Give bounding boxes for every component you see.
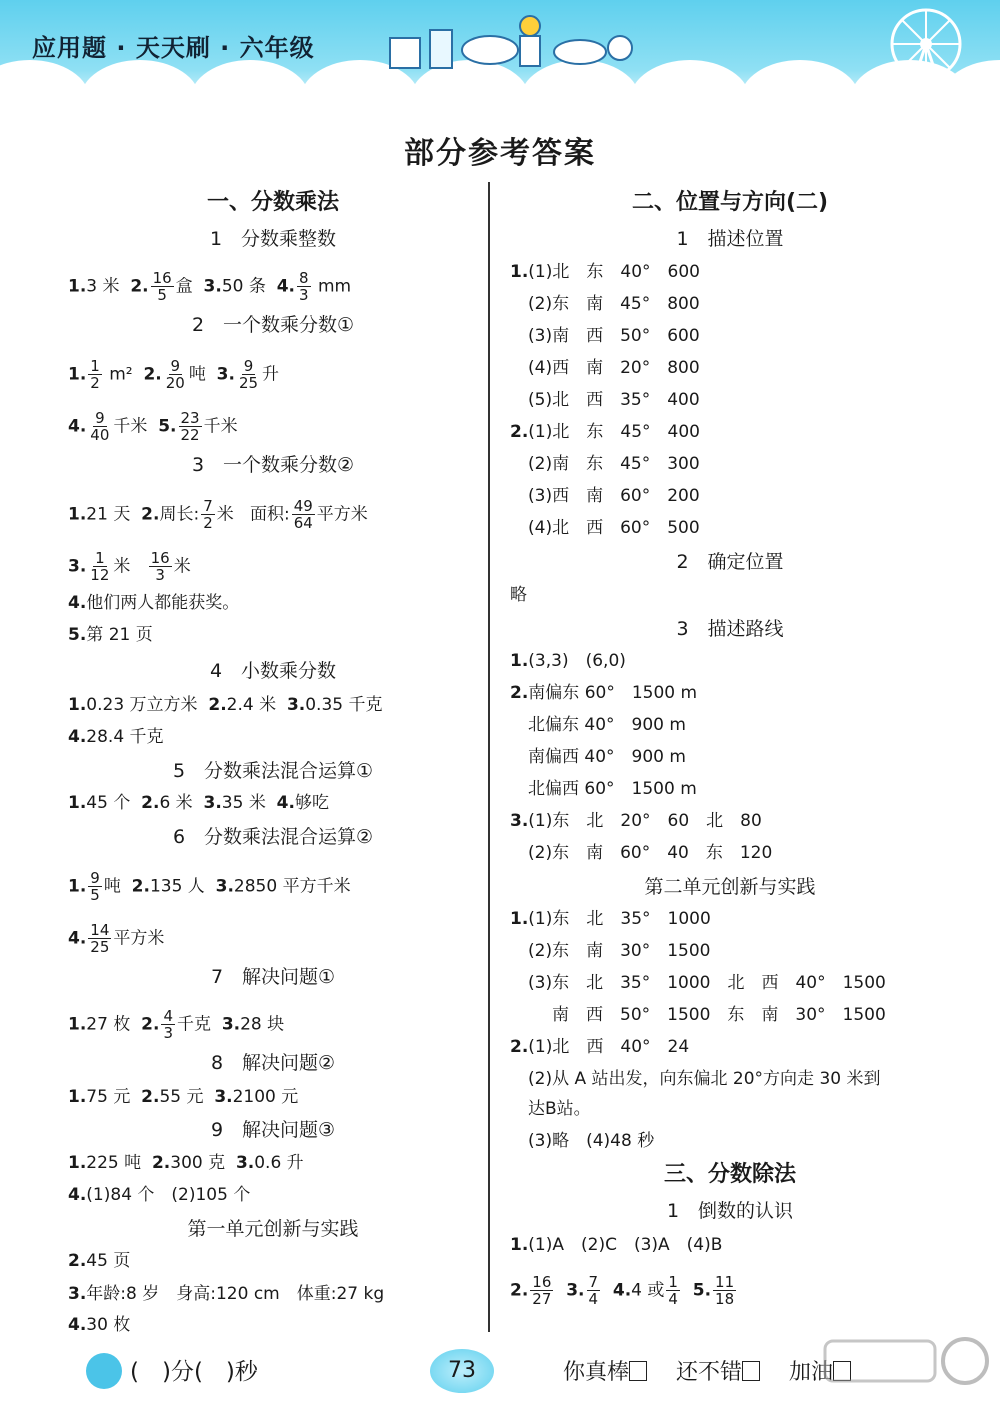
answer-line: 略	[510, 585, 527, 605]
fraction: $\frac{16}{3}$	[150, 549, 170, 584]
answer-line: 1.21 天 2.周长: $\frac{7}{2}$ 米 面积: $\frac{49}{64}$ 平方米	[68, 497, 368, 532]
unit-title: 1 描述位置	[676, 228, 784, 250]
answer-line: (2)东 南 60° 40 东 120	[528, 843, 773, 863]
fraction: $\frac{7}{2}$	[203, 497, 213, 532]
answer-line: 4.(1)84 个 (2)105 个	[68, 1185, 251, 1205]
cloud-decoration	[190, 60, 310, 100]
fraction: $\frac{8}{3}$	[299, 269, 309, 304]
cloud-decoration	[630, 60, 750, 100]
answer-line: (2)东 南 30° 1500	[528, 941, 711, 961]
answer-line: 1.75 元 2.55 元 3.2100 元	[68, 1087, 299, 1107]
unit-title: 8 解决问题②	[210, 1052, 336, 1074]
watermark-logo-icon	[815, 1331, 990, 1411]
page-number: 73	[430, 1349, 494, 1393]
answer-line: 1.0.23 万立方米 2.2.4 米 3.0.35 千克	[68, 695, 383, 715]
unit-title: 3 一个数乘分数②	[191, 454, 355, 476]
fraction: $\frac{4}{3}$	[163, 1007, 173, 1042]
page-title: 部分参考答案	[404, 136, 596, 171]
answer-line: 北偏东 40° 900 m	[528, 715, 686, 735]
fraction: $\frac{16}{5}$	[152, 269, 172, 304]
answer-line: (5)北 西 35° 400	[528, 390, 700, 410]
answer-line: (4)北 西 60° 500	[528, 518, 700, 538]
fraction: $\frac{1}{2}$	[90, 357, 100, 392]
answer-line: (3)南 西 50° 600	[528, 326, 700, 346]
answer-line: (2)南 东 45° 300	[528, 454, 700, 474]
fraction: $\frac{9}{20}$	[165, 357, 185, 392]
answer-line: 1.(1)北 东 40° 600	[510, 262, 700, 282]
unit-title: 3 描述路线	[676, 618, 784, 640]
unit-title: 5 分数乘法混合运算①	[172, 760, 374, 782]
fraction: $\frac{11}{18}$	[715, 1273, 735, 1308]
fraction: $\frac{49}{64}$	[293, 497, 313, 532]
page-footer	[0, 1345, 1000, 1417]
cloud-decoration	[80, 60, 200, 100]
clock-icon	[86, 1353, 122, 1389]
answer-line: 南 西 50° 1500 东 南 30° 1500	[552, 1005, 886, 1025]
cloud-decoration	[0, 60, 90, 100]
fraction: $\frac{23}{22}$	[180, 409, 200, 444]
answer-line: (3)西 南 60° 200	[528, 486, 700, 506]
unit-title: 7 解决问题①	[210, 966, 336, 988]
header-title: 应用题 · 天天刷 · 六年级	[32, 34, 315, 62]
answer-line: 4.他们两人都能获奖。	[68, 593, 240, 613]
fraction: $\frac{9}{25}$	[238, 357, 259, 392]
fraction: $\frac{7}{4}$	[588, 1273, 599, 1308]
answer-line: 5.第 21 页	[68, 625, 153, 645]
page-header	[0, 0, 1000, 100]
answer-line: 1. $\frac{9}{5}$ 吨 2.135 人 3.2850 平方千米	[68, 869, 351, 904]
unit-title: 第二单元创新与实践	[644, 876, 816, 898]
answer-line: 1.3 米 2. $\frac{16}{5}$ 盒 3.50 条 4. $\frac{8}{3}$ mm	[68, 269, 352, 304]
answer-line: 4.28.4 千克	[68, 727, 164, 747]
answer-line: 达B站。	[528, 1099, 591, 1119]
section-title: 二、位置与方向(二)	[631, 190, 829, 215]
unit-title: 2 确定位置	[676, 551, 784, 573]
section-title: 三、分数除法	[663, 1162, 796, 1187]
unit-title: 1 分数乘整数	[209, 228, 337, 250]
cartoon-illustration-icon	[380, 8, 640, 78]
answer-line: (4)西 南 20° 800	[528, 358, 700, 378]
fraction: $\frac{1}{12}$	[90, 549, 110, 584]
answer-line: 1. $\frac{1}{2}$ m² 2. $\frac{9}{20}$ 吨 3. $\frac{9}{25}$ 升	[68, 357, 280, 392]
fraction: $\frac{9}{5}$	[90, 869, 100, 904]
fraction: $\frac{1}{4}$	[668, 1273, 678, 1308]
rating-checkbox[interactable]	[742, 1361, 760, 1381]
unit-title: 2 一个数乘分数①	[191, 314, 355, 336]
answer-line: 北偏西 60° 1500 m	[528, 779, 697, 799]
fraction: $\frac{9}{40}$	[90, 409, 110, 444]
answer-line: 1.(1)A (2)C (3)A (4)B	[510, 1235, 723, 1255]
answer-line: (3)略 (4)48 秒	[528, 1131, 655, 1151]
cloud-decoration	[740, 60, 860, 100]
fraction: $\frac{14}{25}$	[90, 921, 110, 956]
unit-title: 1 倒数的认识	[666, 1200, 794, 1222]
fraction: $\frac{16}{27}$	[532, 1273, 552, 1308]
self-rating: 你真棒 还不错 加油	[563, 1355, 851, 1386]
answer-line: (2)从 A 站出发，向东偏北 20°方向走 30 米到	[528, 1069, 881, 1089]
answer-line: 2.(1)北 西 40° 24	[510, 1037, 690, 1057]
answer-line: (2)东 南 45° 800	[528, 294, 700, 314]
answer-line: 2.45 页	[68, 1251, 131, 1271]
answer-line: 4. $\frac{14}{25}$ 平方米	[68, 921, 165, 956]
answer-line: 1.(1)东 北 35° 1000	[510, 909, 711, 929]
unit-title: 9 解决问题③	[210, 1119, 336, 1141]
answer-line: 4. $\frac{9}{40}$ 千米 5. $\frac{23}{22}$ 千米	[68, 409, 238, 444]
answer-line: 1.225 吨 2.300 克 3.0.6 升	[68, 1153, 304, 1173]
answer-line: 1.45 个 2.6 米 3.35 米 4.够吃	[68, 793, 329, 813]
answer-line: 4.30 枚	[68, 1315, 131, 1335]
section-title: 一、分数乘法	[206, 190, 339, 215]
timer-field: ( )分( )秒	[130, 1359, 258, 1385]
unit-title: 第一单元创新与实践	[187, 1218, 359, 1240]
ferris-wheel-icon	[882, 4, 970, 92]
unit-title: 4 小数乘分数	[209, 660, 337, 682]
answer-line: 3.年龄:8 岁 身高:120 cm 体重:27 kg	[68, 1284, 385, 1304]
column-divider	[488, 182, 490, 1332]
answer-line: 3. $\frac{1}{12}$ 米 $\frac{16}{3}$ 米	[68, 549, 191, 584]
answer-line: 1.(3,3) (6,0)	[510, 651, 626, 671]
rating-checkbox[interactable]	[629, 1361, 647, 1381]
answer-line: 2.(1)北 东 45° 400	[510, 422, 700, 442]
answer-line: 3.(1)东 北 20° 60 北 80	[510, 811, 762, 831]
answer-line: 南偏西 40° 900 m	[528, 747, 686, 767]
answer-line: 2. $\frac{16}{27}$ 3. $\frac{7}{4}$ 4.4 或 $\frac{1}{4}$ 5. $\frac{11}{18}$	[510, 1273, 735, 1308]
unit-title: 6 分数乘法混合运算②	[172, 826, 374, 848]
answer-line: 1.27 枚 2. $\frac{4}{3}$ 千克 3.28 块	[68, 1007, 285, 1042]
answer-line: (3)东 北 35° 1000 北 西 40° 1500	[528, 973, 886, 993]
answer-line: 2.南偏东 60° 1500 m	[510, 683, 698, 703]
